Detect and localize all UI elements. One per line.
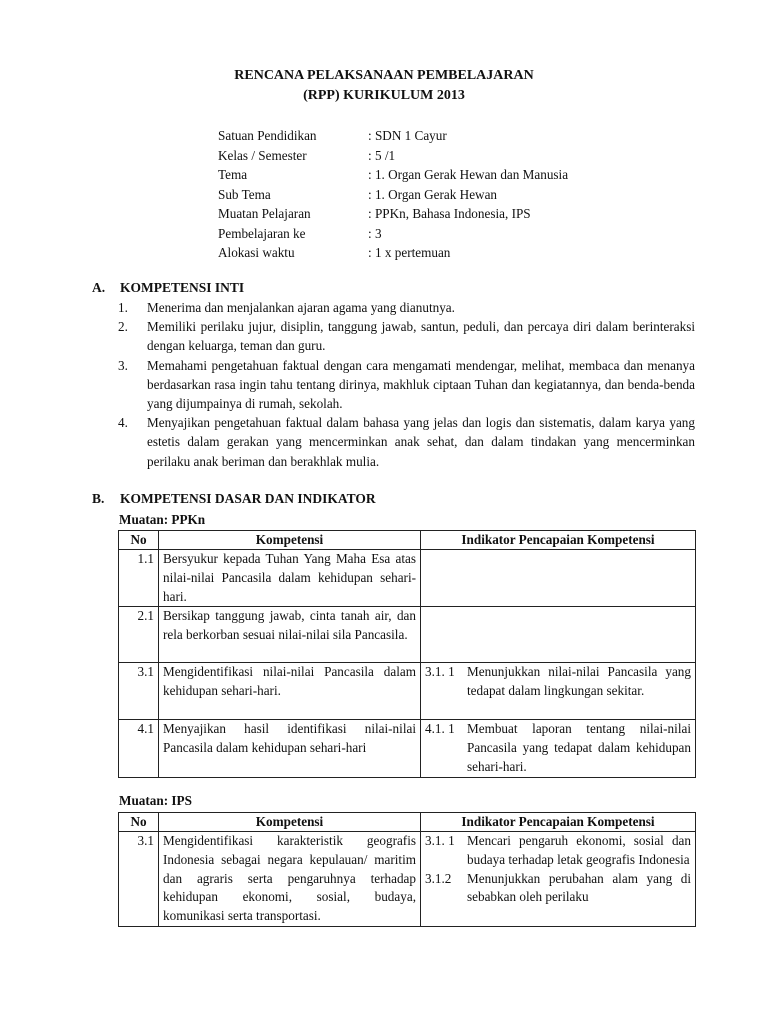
- header-no: No: [119, 813, 159, 832]
- identity-block: [218, 126, 568, 263]
- indikator-cell-empty: [421, 550, 696, 607]
- list-item: 3. Memahami pengetahuan faktual dengan cara mengamati mendengar, melihat, membaca dan menanya berdasarkan rasa ingin tahu tentang dirinya, makhluk ciptaan Tuhan dan kegiatannya, dan benda-benda yang dijumpainya di rumah, sekolah.: [118, 357, 695, 412]
- list-item: 4. Menyajikan pengetahuan faktual dalam bahasa yang jelas dan logis dan sistematis, dalam karya yang estetis dalam gerakan yang mencerminkan anak sehat, dan dalam tindakan yang mencerminkan perilaku anak beriman dan berakhlak mulia.: [118, 415, 695, 469]
- meta-row-pembelajaran: Pembelajaran ke : 3: [218, 225, 382, 241]
- meta-row-satuan: Satuan Pendidikan : SDN 1 Cayur: [218, 128, 447, 143]
- meta-row-alokasi: Alokasi waktu : 1 x pertemuan: [218, 245, 451, 260]
- table-row: 4.1 Menyajikan hasil identifikasi nilai-nilai Pancasila dalam kehidupan sehari-hari 4.1. 1 Membuat laporan tentang nilai-nilai Pancasila yang tedapat dalam kehidupan sehari-hari.: [119, 720, 696, 778]
- indikator-cell: 4.1. 1 Membuat laporan tentang nilai-nilai Pancasila yang tedapat dalam kehidupan sehari-hari.: [421, 720, 696, 778]
- table-row: 1.1 Bersyukur kepada Tuhan Yang Maha Esa atas nilai-nilai Pancasila dalam kehidupan sehari-hari.: [119, 550, 696, 607]
- table-row: 2.1 Bersikap tanggung jawab, cinta tanah air, dan rela berkorban sesuai nilai-nilai sila Pancasila.: [119, 607, 696, 663]
- list-item: 2. Memiliki perilaku jujur, disiplin, tanggung jawab, santun, peduli, dan percaya diri dalam berinteraksi dengan keluarga, teman dan guru.: [118, 319, 695, 354]
- table-row: 3.1 Mengidentifikasi nilai-nilai Pancasila dalam kehidupan sehari-hari. 3.1. 1 Menunjukkan nilai-nilai Pancasila yang tedapat dalam lingkungan sekitar.: [119, 663, 696, 720]
- kompetensi-inti-list: [118, 298, 695, 471]
- header-kompetensi: Kompetensi: [159, 531, 421, 550]
- section-a-heading: A. KOMPETENSI INTI: [92, 280, 245, 295]
- table-header-row: [119, 531, 696, 550]
- meta-row-muatan: Muatan Pelajaran : PPKn, Bahasa Indonesia, IPS: [218, 206, 531, 221]
- meta-row-kelas: Kelas / Semester : 5 /1: [218, 147, 396, 163]
- ppkn-table: [118, 530, 696, 778]
- header-indikator: Indikator Pencapaian Kompetensi: [421, 813, 696, 832]
- list-item: 1. Menerima dan menjalankan ajaran agama yang dianutnya.: [118, 300, 455, 315]
- table-row: 3.1 Mengidentifikasi karakteristik geografis Indonesia sebagai negara kepulauan/ maritim dan agraris serta pengaruhnya terhadap kehidupan ekonomi, sosial, budaya, komunikasi serta transportasi. 3.1. 1 Mencari pengaruh ekonomi, sosial dan budaya terhadap letak geografis Indonesia 3.1.2 Menunjukkan perubahan alam yang di sebabkan oleh perilaku: [119, 832, 696, 927]
- document-title-line2: (RPP) KURIKULUM 2013: [303, 88, 465, 103]
- ips-table: [118, 812, 696, 927]
- table-header-row: [119, 813, 696, 832]
- meta-row-tema: Tema : 1. Organ Gerak Hewan dan Manusia: [218, 167, 569, 182]
- indikator-cell: 3.1. 1 Menunjukkan nilai-nilai Pancasila yang tedapat dalam lingkungan sekitar.: [421, 663, 696, 720]
- header-no: No: [119, 531, 159, 550]
- muatan-ppkn-label: Muatan: PPKn: [119, 512, 206, 527]
- section-b-heading: B. KOMPETENSI DASAR DAN INDIKATOR: [92, 491, 376, 506]
- muatan-ips-label: Muatan: IPS: [119, 793, 192, 808]
- meta-row-subtema: Sub Tema : 1. Organ Gerak Hewan: [218, 186, 498, 202]
- indikator-cell: 3.1. 1 Mencari pengaruh ekonomi, sosial dan budaya terhadap letak geografis Indonesia 3.1.2 Menunjukkan perubahan alam yang di sebabkan oleh perilaku: [421, 832, 696, 927]
- header-kompetensi: Kompetensi: [159, 813, 421, 832]
- header-indikator: Indikator Pencapaian Kompetensi: [421, 531, 696, 550]
- indikator-cell-empty: [421, 607, 696, 663]
- document-title-line1: RENCANA PELAKSANAAN PEMBELAJARAN: [234, 68, 534, 83]
